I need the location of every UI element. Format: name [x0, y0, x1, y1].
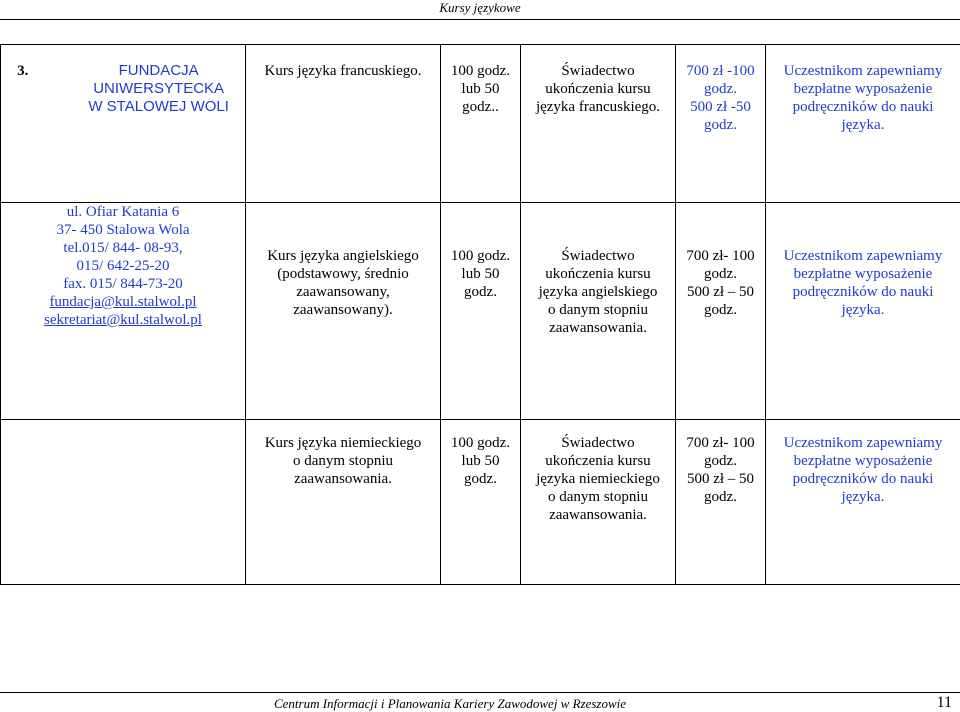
header-divider — [0, 19, 960, 20]
certificate: Świadectwo ukończenia kursu języka niemieckiego o danym stopniu zaawansowania. — [521, 420, 676, 585]
course-price: 700 zł- 100 godz. 500 zł – 50 godz. — [676, 420, 766, 585]
course-price: 700 zł- 100 godz. 500 zł – 50 godz. — [676, 203, 766, 420]
row-number: 3. — [17, 63, 29, 79]
footer-text: Centrum Informacji i Planowania Kariery Zawodowej w Rzeszowie — [273, 696, 627, 711]
course-hours: 100 godz. lub 50 godz.. — [441, 45, 521, 203]
page-number: 11 — [936, 694, 952, 711]
institution-cell — [1, 45, 246, 203]
course-hours: 100 godz. lub 50 godz. — [441, 420, 521, 585]
courses-table — [0, 44, 960, 585]
contact-cell — [1, 203, 246, 420]
table-row — [1, 420, 960, 585]
footer-divider — [0, 692, 960, 693]
course-hours: 100 godz. lub 50 godz. — [441, 203, 521, 420]
email-link-fundacja[interactable]: fundacja@kul.stalwol.pl — [49, 294, 197, 310]
course-notes: Uczestnikom zapewniamy bezpłatne wyposażenie podręczników do nauki języka. — [766, 420, 960, 585]
course-notes: Uczestnikom zapewniamy bezpłatne wyposażenie podręczników do nauki języka. — [766, 45, 960, 203]
empty-cell — [1, 420, 246, 585]
certificate: Świadectwo ukończenia kursu języka angielskiego o danym stopniu zaawansowania. — [521, 203, 676, 420]
course-name: Kurs języka angielskiego (podstawowy, średnio zaawansowany, zaawansowany). — [246, 203, 441, 420]
course-price: 700 zł -100 godz. 500 zł -50 godz. — [676, 45, 766, 203]
organization-name: FUNDACJA UNIWERSYTECKA W STALOWEJ WOLI — [88, 62, 229, 115]
table-row — [1, 45, 960, 203]
certificate: Świadectwo ukończenia kursu języka francuskiego. — [521, 45, 676, 203]
organization-address: ul. Ofiar Katania 6 37- 450 Stalowa Wola tel.015/ 844- 08-93, 015/ 642-25-20 fax. 015/ 844-73-20 — [56, 204, 190, 292]
course-notes: Uczestnikom zapewniamy bezpłatne wyposażenie podręczników do nauki języka. — [766, 203, 960, 420]
table-row — [1, 203, 960, 420]
course-name: Kurs języka niemieckiego o danym stopniu zaawansowania. — [246, 420, 441, 585]
course-name: Kurs języka francuskiego. — [246, 45, 441, 203]
email-link-sekretariat[interactable]: sekretariat@kul.stalwol.pl — [44, 312, 202, 328]
page-header-title: Kursy językowe — [439, 0, 521, 15]
